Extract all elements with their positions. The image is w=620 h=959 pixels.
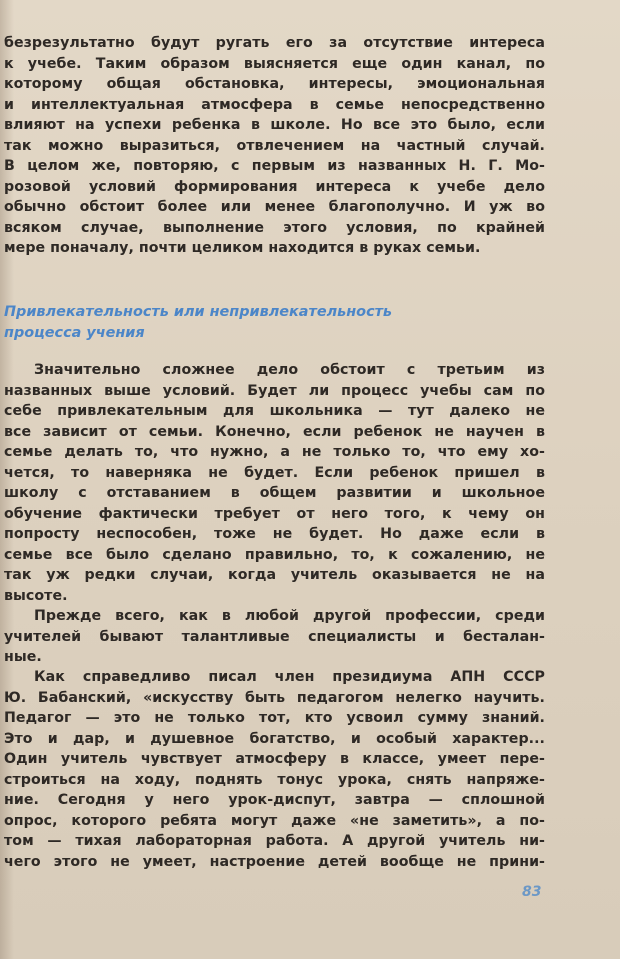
text-line: семье все было сделано правильно, то, к сожалению, не — [4, 546, 545, 563]
text-line: том — тихая лабораторная работа. А другой учитель ни- — [4, 833, 545, 849]
text-line: В целом же, повторяю, с первым из названных Н. Г. Мо- — [4, 158, 545, 174]
text-line: чется, то наверняка не будет. Если ребенок пришел в — [4, 464, 545, 481]
text-line: к учебе. Таким образом выясняется еще один канал, по — [4, 55, 545, 72]
paragraph-2 — [4, 606, 545, 668]
text-line: чего этого не умеет, настроение детей вообще не прини- — [4, 853, 545, 870]
text-line: которому общая обстановка, интересы, эмоциональная — [4, 76, 545, 92]
text-line: Как справедливо писал член президиума АПН СССР — [34, 669, 545, 685]
text-line: влияют на успехи ребенка в школе. Но все это было, если — [4, 117, 545, 133]
text-line: мере поначалу, почти целиком находится в руках семьи. — [4, 240, 481, 256]
text-line: обучение фактически требует от него того, к чему он — [4, 505, 545, 522]
text-line: Ю. Бабанский, «искусству быть педагогом нелегко научить. — [4, 689, 545, 706]
text-line: обычно обстоит более или менее благополучно. И уж во — [4, 199, 545, 215]
text-line: учителей бывают талантливые специалисты и бесталан- — [4, 628, 545, 645]
text-line: Прежде всего, как в любой другой профессии, среди — [34, 608, 545, 624]
heading-line: процесса учения — [4, 325, 145, 341]
text-line: опрос, которого ребята могут даже «не заметить», а по- — [4, 812, 545, 829]
text-line: Это и дар, и душевное богатство, и особый характер... — [4, 730, 545, 747]
text-line: розовой условий формирования интереса к учебе дело — [4, 178, 545, 195]
text-line: так можно выразиться, отвлечением на частный случай. — [4, 137, 545, 154]
paragraph-3 — [4, 667, 545, 872]
text-line: высоте. — [4, 587, 68, 604]
text-line: Один учитель чувствует атмосферу в классе, умеет пере- — [4, 751, 545, 767]
text-line: и интеллектуальная атмосфера в семье непосредственно — [4, 96, 545, 113]
section-heading — [4, 302, 545, 344]
text-line: всяком случае, выполнение этого условия, по крайней — [4, 219, 545, 236]
text-line: семье делать то, что нужно, а не только то, что ему хо- — [4, 444, 545, 460]
text-line: ние. Сегодня у него урок-диспут, завтра — сплошной — [4, 792, 545, 808]
page-number: 83 — [522, 884, 542, 900]
text-line: строиться на ходу, поднять тонус урока, снять напряже- — [4, 771, 545, 788]
text-line: все зависит от семьи. Конечно, если ребенок не научен в — [4, 423, 545, 440]
text-line: ные. — [4, 649, 42, 665]
text-line: себе привлекательным для школьника — тут далеко не — [4, 403, 545, 419]
text-line: так уж редки случаи, когда учитель оказывается не на — [4, 567, 545, 583]
text-line: безрезультатно будут ругать его за отсутствие интереса — [4, 35, 545, 51]
text-line: Значительно сложнее дело обстоит с третьим из — [34, 362, 545, 378]
text-line: школу с отставанием в общем развитии и школьное — [4, 485, 545, 501]
text-line: попросту неспособен, тоже не будет. Но даже если в — [4, 526, 545, 542]
paragraph-1 — [4, 360, 545, 606]
text-line: Педагог — это не только тот, кто усвоил сумму знаний. — [4, 710, 545, 726]
text-line: названных выше условий. Будет ли процесс учебы сам по — [4, 382, 545, 399]
paragraph-top — [4, 33, 545, 259]
heading-line: Привлекательность или непривлекательность — [4, 304, 393, 320]
